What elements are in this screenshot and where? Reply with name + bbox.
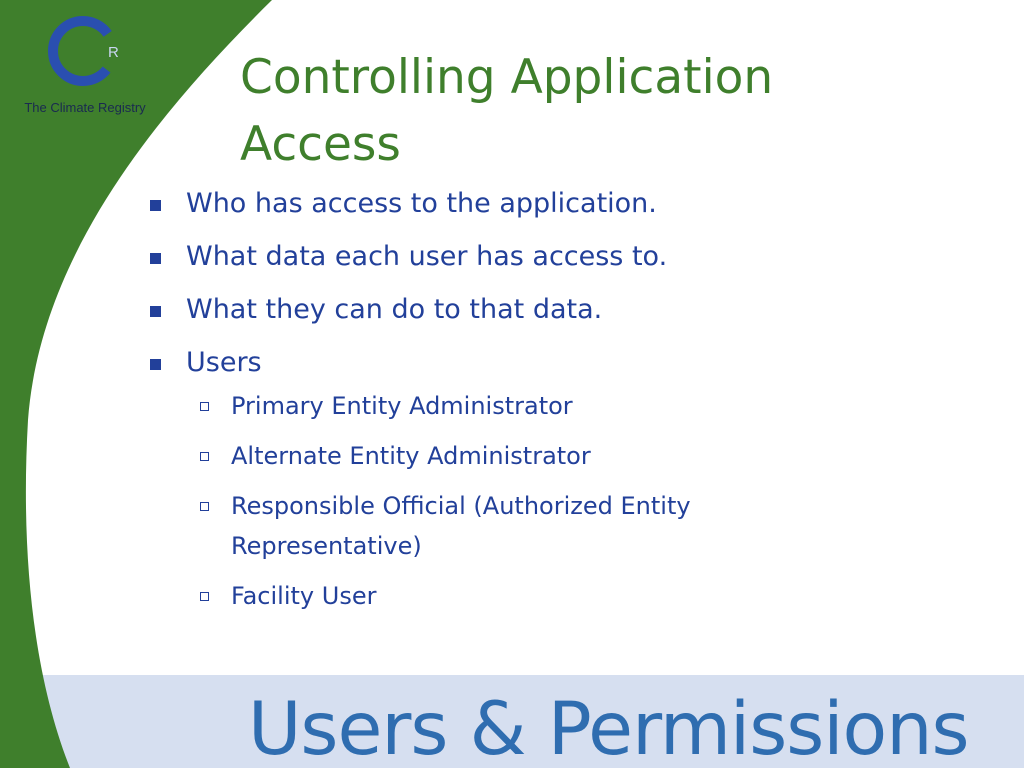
logo-mark-letter: R — [108, 44, 119, 61]
bullet-text: Users — [186, 347, 262, 378]
logo-caption: The Climate Registry — [24, 100, 146, 115]
sub-bullet-item — [193, 486, 813, 566]
bullet-item — [148, 235, 848, 279]
square-bullet-icon — [150, 359, 161, 370]
hollow-square-bullet-icon — [200, 592, 209, 601]
sub-bullet-item — [193, 436, 813, 476]
hollow-square-bullet-icon — [200, 402, 209, 411]
square-bullet-icon — [150, 200, 161, 211]
sub-bullet-text: Responsible Official (Authorized Entity Representative) — [231, 492, 691, 560]
sub-bullet-text: Primary Entity Administrator — [231, 392, 573, 420]
square-bullet-icon — [150, 306, 161, 317]
bullet-text: What they can do to that data. — [186, 294, 603, 325]
sub-bullet-item — [193, 386, 813, 426]
sub-bullet-text: Facility User — [231, 582, 377, 610]
square-bullet-icon — [150, 253, 161, 264]
hollow-square-bullet-icon — [200, 452, 209, 461]
bullet-item — [148, 182, 848, 226]
sub-bullet-item — [193, 576, 813, 616]
sub-bullet-container — [148, 386, 848, 616]
bullet-item — [148, 341, 848, 385]
bullet-text: What data each user has access to. — [186, 241, 668, 272]
slide-title — [240, 44, 940, 178]
bullet-list — [148, 182, 848, 626]
sub-bullet-text: Alternate Entity Administrator — [231, 442, 591, 470]
footer-section-title: Users & Permissions — [248, 687, 969, 768]
hollow-square-bullet-icon — [200, 502, 209, 511]
bullet-item — [148, 288, 848, 332]
bullet-text: Who has access to the application. — [186, 188, 657, 219]
sub-bullet-list — [193, 386, 813, 616]
title-line-1: Controlling Application — [240, 50, 774, 105]
title-line-2: Access — [240, 117, 401, 172]
